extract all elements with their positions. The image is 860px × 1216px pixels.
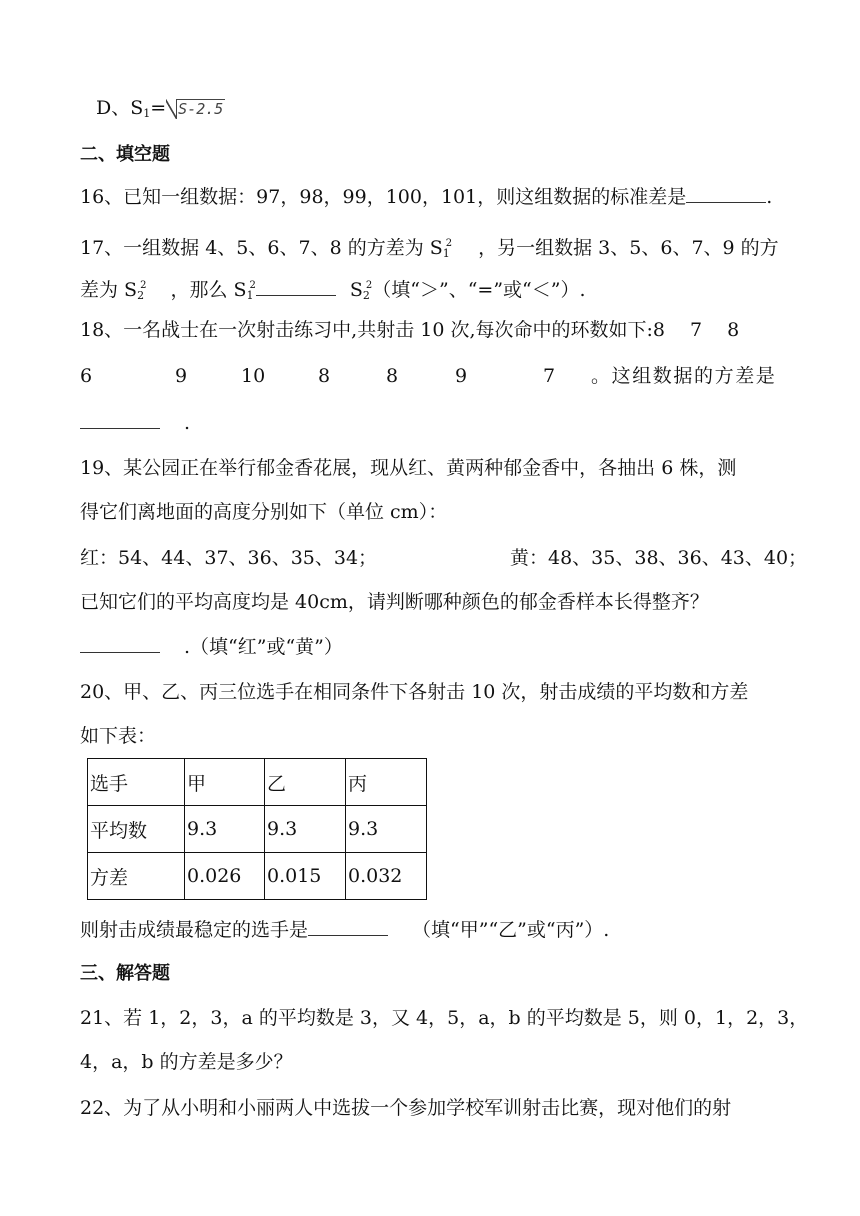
q19-answer-blank[interactable] — [80, 634, 160, 653]
table-cell: 选手 — [88, 759, 185, 806]
q20-after-text: 则射击成绩最稳定的选手是 — [80, 919, 309, 941]
q17-answer-blank[interactable] — [256, 277, 336, 296]
question-17-line-1 — [80, 232, 780, 266]
q18-value-7: 7 — [543, 365, 556, 387]
section-3-heading: 三、解答题 — [80, 963, 170, 984]
q19-yellow-data: 黄：48、35、38、36、43、40； — [510, 547, 808, 569]
q15-option-d — [96, 96, 796, 126]
table-cell: 甲 — [185, 759, 265, 806]
q18-tail-text: 。这组数据的方差是 — [591, 365, 777, 387]
q17-text-d: ，那么 S — [170, 279, 247, 301]
q16-answer-blank[interactable] — [686, 184, 766, 203]
q16-end: . — [766, 186, 773, 208]
q17-sub-1: 1 — [442, 247, 450, 260]
option-d-equals: = — [150, 97, 167, 119]
q17-text-f: （填“＞”、“=”或“＜”）. — [372, 279, 586, 301]
question-16 — [80, 184, 780, 209]
question-22-line-1: 22、为了从小明和小丽两人中选拔一个参加学校军训射击比赛，现对他们的射 — [80, 1097, 732, 1119]
q17-sub-3: 1 — [246, 289, 254, 302]
sqrt-radicand: S-2.5 — [178, 100, 224, 118]
q17-text-c: 差为 S — [80, 279, 138, 301]
q18-value-5: 8 — [386, 365, 399, 387]
q20-hint: （填“甲”“乙”或“丙”）. — [412, 919, 610, 941]
question-18-line-1: 18、一名战士在一次射击练习中,共射击 10 次,每次命中的环数如下:8 7 8 — [80, 319, 740, 341]
q17-sub-2: 2 — [137, 289, 145, 302]
q18-value-6: 9 — [455, 365, 468, 387]
question-21-line-2: 4，a，b 的方差是多少？ — [80, 1051, 293, 1073]
question-21-line-1: 21、若 1，2，3，a 的平均数是 3，又 4，5，a，b 的平均数是 5，则 0，1，2，3， — [80, 1007, 809, 1029]
question-20-line-1: 20、甲、乙、丙三位选手在相同条件下各射击 10 次，射击成绩的平均数和方差 — [80, 681, 749, 703]
q17-sup-4: 2 — [365, 280, 373, 291]
q19-red-data: 红：54、44、37、36、35、34； — [80, 547, 378, 569]
q18-answer-blank[interactable] — [80, 410, 160, 429]
q18-value-4: 8 — [318, 365, 331, 387]
q17-text-b: ，另一组数据 3、5、6、7、9 的方 — [478, 237, 779, 259]
option-d-prefix: D、S — [96, 97, 144, 119]
question-19-line-3 — [80, 546, 808, 570]
q18-value-2: 9 — [175, 365, 188, 387]
table-row — [88, 806, 427, 853]
table-row — [88, 759, 427, 806]
table-cell: 0.026 — [185, 853, 265, 900]
question-19-line-2: 得它们离地面的高度分别如下（单位 cm）： — [80, 501, 448, 523]
section-2-heading: 二、填空题 — [80, 144, 170, 165]
scores-table — [87, 758, 427, 900]
question-18-line-3 — [80, 410, 780, 435]
q17-text-e: S — [349, 279, 363, 301]
q18-end: . — [184, 412, 191, 434]
question-19-line-5 — [80, 634, 780, 659]
question-17-line-2 — [80, 274, 780, 308]
table-cell: 丙 — [346, 759, 427, 806]
table-row — [88, 853, 427, 900]
option-d-subscript: 1 — [143, 107, 151, 120]
q17-sup-2: 2 — [140, 280, 147, 291]
table-cell: 方差 — [88, 853, 185, 900]
question-20-after-table — [80, 917, 780, 942]
q17-sub-4: 2 — [362, 289, 370, 302]
table-cell: 9.3 — [346, 806, 427, 853]
table-cell: 0.015 — [265, 853, 346, 900]
q19-hint: .（填“红”或“黄”） — [184, 636, 343, 658]
q20-answer-blank[interactable] — [308, 917, 388, 936]
q17-sup-1: 2 — [445, 238, 453, 249]
question-20-line-2: 如下表： — [80, 725, 157, 747]
question-19-line-4: 已知它们的平均高度均是 40cm，请判断哪种颜色的郁金香样本长得整齐？ — [80, 591, 709, 613]
table-cell: 9.3 — [265, 806, 346, 853]
question-19-line-1: 19、某公园正在举行郁金香花展，现从红、黄两种郁金香中，各抽出 6 株，测 — [80, 457, 737, 479]
sqrt-expression — [166, 97, 225, 121]
q18-value-3: 10 — [241, 365, 266, 387]
table-cell: 乙 — [265, 759, 346, 806]
q16-text: 16、已知一组数据：97，98，99，100，101，则这组数据的标准差是 — [80, 186, 687, 208]
q18-value-1: 6 — [80, 365, 93, 387]
q17-text-a: 17、一组数据 4、5、6、7、8 的方差为 S — [80, 237, 443, 259]
table-cell: 9.3 — [185, 806, 265, 853]
q17-sup-3: 2 — [249, 280, 256, 291]
table-cell: 0.032 — [346, 853, 427, 900]
table-cell: 平均数 — [88, 806, 185, 853]
